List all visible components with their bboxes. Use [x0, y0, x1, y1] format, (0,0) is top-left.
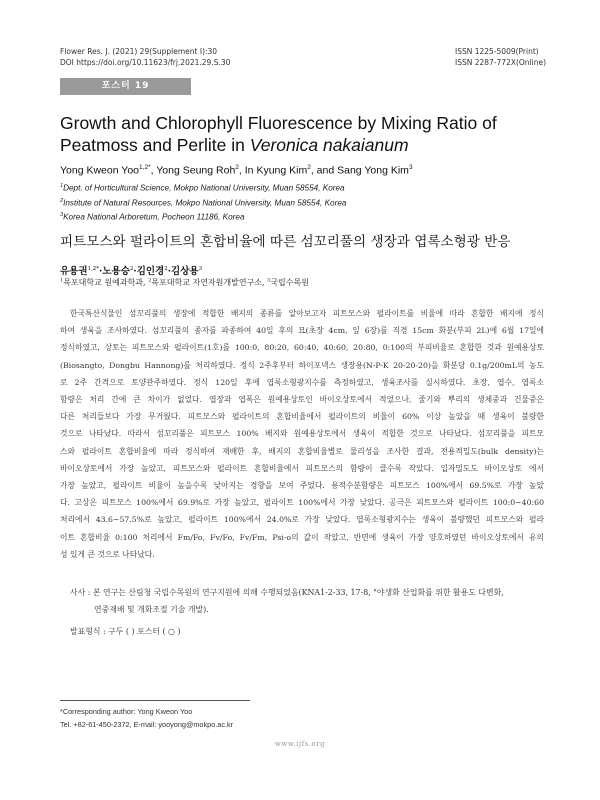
title-main: Growth and Chlorophyll Fluorescence by Mixing Ratio of Peatmoss and Perlite in	[60, 113, 497, 155]
abstract-line: 정식하였고, 상토는 피트모스와 펄라이트(1호)를 100:0, 80:20, 60:40, 40:60, 20:80, 0:100의 부피비율로 혼합한 것과 원예용상토	[60, 343, 544, 353]
korean-author-name: 유용권	[60, 266, 88, 277]
abstract-line: 다. 고상은 피트모스 100%에서 69.9%로 가장 높았고, 펄라이트 100%에서 가장 낮았다. 공극은 피트모스와 펄라이트 100:0~40:60	[60, 498, 544, 508]
affiliation-text: Institute of Natural Resources, Mokpo National University, Muan 58554, Korea	[63, 198, 347, 208]
author-list: Yong Kweon Yoo$^{1,2*}$, Yong Seung Roh$^2$, In Kyung Kim$^2$, and Sang Yong Kim$^3$	[60, 164, 413, 177]
author-sup: 1,2*	[139, 164, 151, 171]
affiliation-text: Dept. of Horticultural Science, Mokpo National University, Muan 58554, Korea	[63, 183, 345, 193]
korean-author-sup: 3	[198, 265, 203, 272]
abstract-line: 처리에서 43.6~57.5%로 높았고, 펄라이트 100%에서 24.0%로 가장 낮았다. 엽록소형광지수는 생육이 불량했던 피트모스와 펄라	[60, 515, 544, 525]
abstract-line: (Biosangto, Dongbu Hannong)를 처리하였다. 정식 2주후부터 하이포넥스 생장용(N-P-K 20-20-20)을 화분당 0.1g/200mL의 농도	[60, 360, 544, 370]
abstract	[60, 305, 544, 563]
korean-author-name: 노용승	[102, 266, 130, 277]
presentation-format: 발표형식 : 구두 ( ) 포스터 ( ○ )	[70, 627, 181, 636]
affiliation-sup: 1	[60, 183, 64, 189]
contact-info: Tel. +82-61-450-2372, E-mail: yooyong@mokpo.ac.kr	[60, 720, 234, 729]
affiliation-sup: 3	[60, 212, 64, 219]
affiliation-item	[60, 180, 560, 195]
abstract-line: 이트 혼합비율 0:100 처리에서 Fm/Fo, Fv/Fo, Fv/Fm, Psi-o의 값이 작았고, 반면에 생육이 가장 양호하였던 바이오상토에서 유의	[60, 532, 544, 542]
korean-affiliation-sup: 3	[267, 277, 271, 284]
issn-print: ISSN 1225-5009(Print)	[455, 47, 539, 56]
author-name: In Kyung Kim	[244, 164, 308, 177]
korean-author-name: 김상용	[171, 266, 199, 277]
korean-affiliation-sup: 2	[148, 277, 152, 284]
author-name: Yong Seung Roh	[156, 164, 236, 177]
doi-line: DOI https://doi.org/10.11623/frj.2021.29.S.30	[60, 58, 231, 67]
affiliation-item	[60, 209, 560, 224]
abstract-line: 로 2주 간격으로 토양관주하였다. 정식 120일 후에 엽록소형광지수를 측정하였고, 생육조사를 실시하였다. 초장, 엽수, 엽록소	[60, 377, 544, 387]
author-name: Sang Yong Kim	[337, 164, 409, 177]
corresponding-author: *Corresponding author: Yong Kweon Yoo	[60, 707, 193, 716]
author-name: Yong Kweon Yoo	[60, 164, 140, 177]
affiliation-text: Korea National Arboretum, Pocheon 11186, Korea	[63, 213, 245, 223]
acknowledgment	[70, 584, 550, 618]
affiliation-sup: 2	[60, 197, 64, 204]
abstract-line: 바이오상토에서 가장 높았고, 피트모스와 펄라이트 혼합비율에서 피트모스의 함량이 클수록 작았다. 입자밀도도 바이오상토 에서	[60, 463, 544, 473]
korean-title: 피트모스와 펄라이트의 혼합비율에 따른 섬꼬리풀의 생장과 엽록소형광 반응	[60, 234, 511, 250]
author-sup: 2	[307, 164, 311, 171]
journal-citation	[60, 46, 230, 68]
abstract-line: 한국특산식물인 섬꼬리풀의 생장에 적합한 배지의 종류를 알아보고자 피트모스와 펄라이트를 비율에 따라 혼합한 배지에 정식	[70, 309, 544, 318]
author-sup: 3	[408, 164, 413, 171]
korean-author-sup: 2	[129, 265, 134, 272]
title-species: Veronica nakaianum	[249, 135, 409, 155]
acknowledgment-line: 연중재배 및 개화조절 기술 개발).	[94, 605, 209, 614]
abstract-line: 스와 펄라이트 혼합비율에 따라 정식하여 재배한 후, 배지의 혼합비율별로 물리성을 조사한 결과, 전용적밀도(bulk density)는	[60, 446, 544, 456]
korean-author-list: 유용권$^{1,2*}$·노용승$^2$·김인경$^2$·김상용$^3$	[60, 265, 203, 277]
abstract-line: 하여 생육을 조사하였다. 섬꼬리풀의 종자를 파종하여 40일 후의 묘(초장 4cm, 잎 6장)를 직경 15cm 화분(부피 2L)에 6월 17일에	[60, 326, 544, 336]
acknowledgment-line: 사사 : 본 연구는 산림청 국립수목원의 연구지원에 의해 수행되었음(KNA1-2-33, 17-8, "야생화 산업화를 위한 활용도 다변화,	[70, 588, 504, 597]
issn-online: ISSN 2287-772X(Online)	[455, 58, 547, 67]
korean-affiliation-text: 목포대학교 원예과학과,	[63, 278, 149, 287]
journal-line: Flower Res. J. (2021) 29(Supplement I):30	[60, 47, 218, 56]
author-sup: 2	[235, 164, 239, 171]
abstract-line: 가장 높았고, 펄라이트 비율이 높을수록 낮아지는 경향을 보여 주었다. 용적수분함량은 피트모스 100%에서 69.5%로 가장 높았	[60, 481, 544, 491]
korean-author-sup: 2	[164, 265, 168, 272]
abstract-line: 다른 처리들보다 가장 무거웠다. 피트모스와 펄라이트의 혼합비율에서 펄라이트의 비율이 60% 이상 높았을 때 생육이 불량한	[60, 412, 544, 422]
abstract-line: 것으로 나타났다. 따라서 섬꼬리풀은 피트모스 100% 배지와 원예용상토에서 생육이 적합한 것으로 나타났다. 섬꼬리풀을 피트모	[60, 429, 544, 439]
footnote-divider	[60, 700, 250, 701]
abstract-line: 성 있게 큰 것으로 나타났다.	[60, 549, 155, 559]
affiliation-list	[60, 180, 560, 224]
korean-affiliation-text: 국립수목원	[270, 278, 309, 287]
korean-affiliations	[60, 277, 309, 288]
korean-author-name: 김인경	[136, 266, 165, 277]
korean-author-sup: 1,2*	[87, 265, 100, 272]
affiliation-item	[60, 195, 560, 210]
footer-url: www.ijfs.org	[274, 740, 326, 748]
issn-block	[455, 46, 546, 68]
korean-affiliation-sup: 1	[60, 277, 64, 284]
footnote	[60, 705, 233, 731]
poster-tag: 포스터 19	[60, 78, 191, 95]
abstract-line: 함량은 처리 간에 큰 차이가 없었다. 엽장과 엽폭은 원예용상토인 바이오상토에서 적었으나, 줄기와 뿌리의 생체중과 건물중은	[60, 395, 544, 405]
korean-affiliation-text: 목포대학교 자연자원개발연구소,	[151, 278, 268, 287]
paper-title	[60, 112, 560, 156]
